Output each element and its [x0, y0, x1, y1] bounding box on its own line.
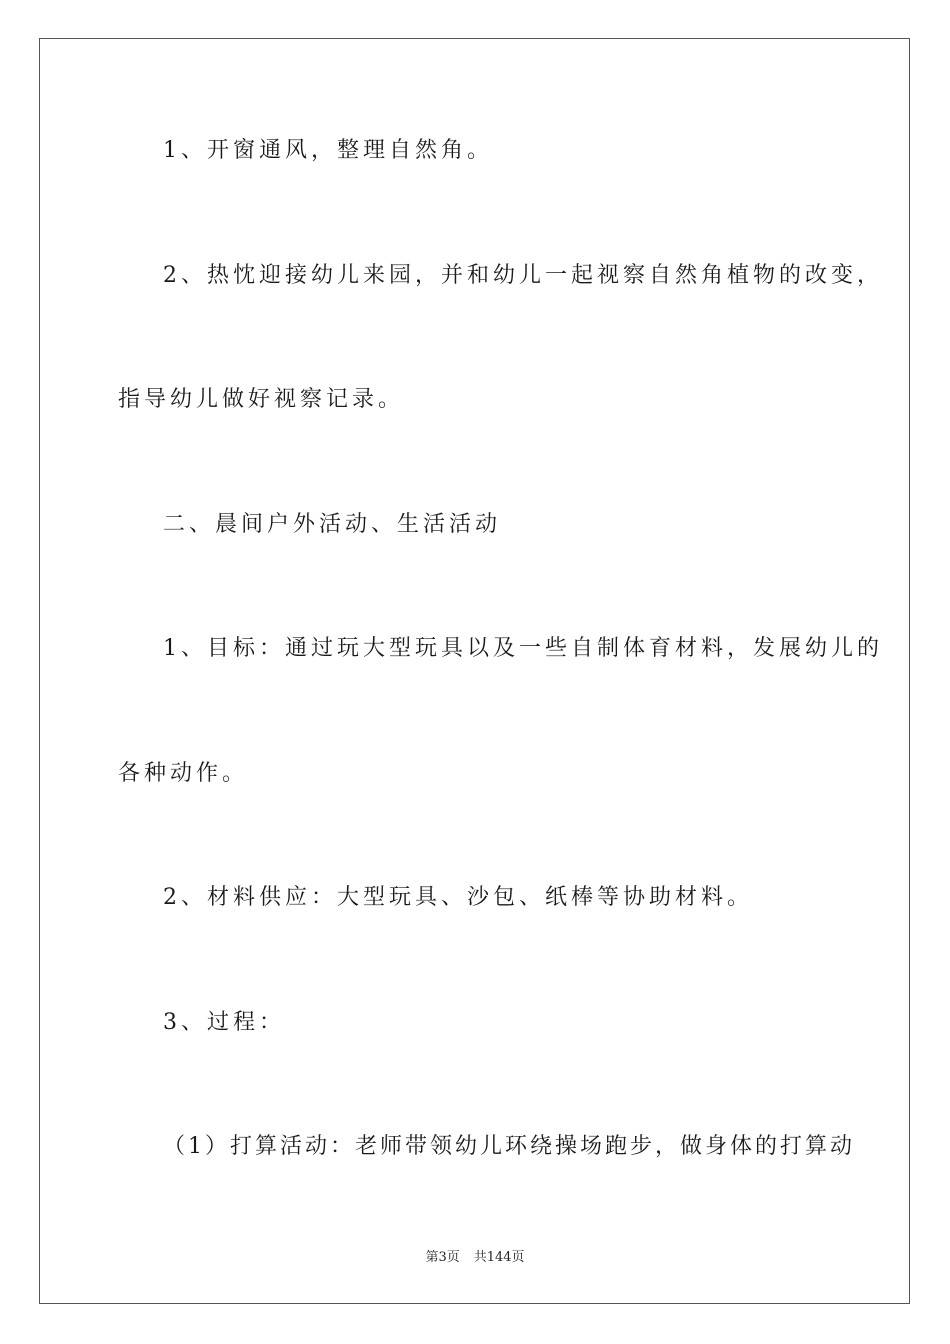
paragraph-line: 3、过程：	[163, 1010, 285, 1035]
paragraph-line: 1、目标：通过玩大型玩具以及一些自制体育材料，发展幼儿的	[163, 636, 883, 661]
paragraph-line: 指导幼儿做好视察记录。	[118, 387, 405, 412]
page-footer	[0, 1246, 950, 1265]
page-number: 第3页	[425, 1250, 460, 1265]
paragraph-line: 2、热忱迎接幼儿来园，并和幼儿一起视察自然角植物的改变，	[163, 263, 883, 288]
paragraph-line: （1）打算活动：老师带领幼儿环绕操场跑步，做身体的打算动	[163, 1134, 855, 1159]
paragraph-line: 各种动作。	[118, 761, 249, 786]
page-total: 共144页	[473, 1250, 525, 1265]
paragraph-line: 1、开窗通风，整理自然角。	[163, 138, 493, 163]
section-heading: 二、晨间户外活动、生活活动	[163, 512, 502, 537]
paragraph-line: 2、材料供应：大型玩具、沙包、纸棒等协助材料。	[163, 885, 753, 910]
page-frame	[39, 38, 910, 1304]
